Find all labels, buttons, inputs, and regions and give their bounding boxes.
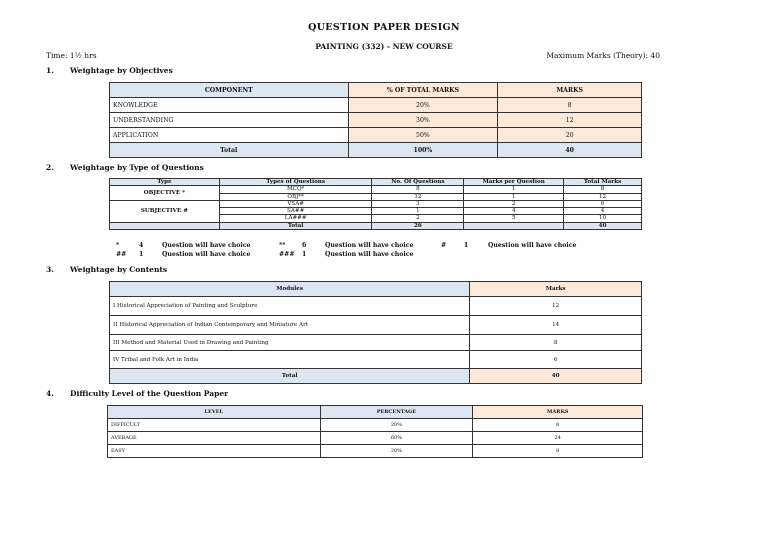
note-count: 1 — [139, 251, 144, 258]
table-cell: 1 — [464, 193, 564, 200]
table-cell: 2 — [464, 200, 564, 207]
section-title: Difficulty Level of the Question Paper — [70, 389, 229, 398]
table-header-row — [110, 83, 642, 98]
table-cell: VSA# — [219, 200, 372, 207]
page-subtitle: PAINTING (332) - NEW COURSE — [315, 42, 453, 51]
table-cell: 1 — [372, 208, 464, 215]
column-header: % OF TOTAL MARKS — [348, 83, 498, 98]
table-row — [108, 445, 643, 458]
table-total-row — [110, 222, 642, 229]
table-row — [110, 297, 642, 316]
table-cell: 10 — [564, 215, 642, 222]
table-cell: DIFFICULT — [108, 419, 321, 432]
table-row — [110, 98, 642, 113]
subjective-type-cell: SUBJECTIVE # — [110, 200, 220, 222]
table-cell: KNOWLEDGE — [110, 98, 349, 113]
table-cell: 40 — [498, 143, 642, 158]
table-cell: I Historical Appreciation of Painting and Sculpture — [110, 297, 470, 316]
objectives-table — [109, 82, 642, 158]
table-cell: 4 — [464, 208, 564, 215]
table-cell: MCQ* — [219, 186, 372, 193]
column-header: PERCENTAGE — [320, 406, 473, 419]
table-cell: EASY — [108, 445, 321, 458]
column-header: No. Of Questions — [372, 179, 464, 186]
table-cell: 12 — [564, 193, 642, 200]
table-row — [110, 200, 642, 207]
table-cell: 24 — [473, 432, 643, 445]
table-cell: 12 — [470, 297, 642, 316]
table-header-row — [108, 406, 643, 419]
table-cell: Total — [110, 369, 470, 384]
table-cell: 6 — [564, 200, 642, 207]
table-row — [110, 351, 642, 369]
section-number: 1. — [46, 66, 54, 75]
objective-type-cell: OBJECTIVE * — [110, 186, 220, 201]
table-cell: SA## — [219, 208, 372, 215]
note-text: Question will have choice — [162, 251, 251, 258]
table-cell: 14 — [470, 316, 642, 335]
table-cell: 1 — [464, 186, 564, 193]
table-cell: 20% — [320, 419, 473, 432]
table-row — [110, 186, 642, 193]
note-text: Question will have choice — [325, 242, 414, 249]
column-header: Modules — [110, 282, 470, 297]
note-count: 1 — [302, 251, 307, 258]
table-cell: LA### — [219, 215, 372, 222]
table-cell: 6 — [470, 351, 642, 369]
table-cell: 8 — [473, 445, 643, 458]
table-cell: Total — [110, 143, 349, 158]
note-count: 4 — [139, 242, 144, 249]
table-cell: 8 — [498, 98, 642, 113]
section-title: Weightage by Contents — [70, 265, 168, 274]
table-row — [110, 113, 642, 128]
table-row — [110, 128, 642, 143]
table-cell: 40 — [564, 222, 642, 229]
section-number: 4. — [46, 389, 54, 398]
difficulty-table — [107, 405, 643, 458]
column-header: Total Marks — [564, 179, 642, 186]
table-cell: APPLICATION — [110, 128, 349, 143]
note-text: Question will have choice — [488, 242, 577, 249]
table-cell: 30% — [348, 113, 498, 128]
table-total-row — [110, 143, 642, 158]
table-cell: 4 — [564, 208, 642, 215]
note-symbol: # — [441, 242, 447, 249]
note-count: 6 — [302, 242, 307, 249]
table-cell: IV Tribal and Folk Art in India — [110, 351, 470, 369]
contents-table — [109, 281, 642, 384]
table-cell: 8 — [564, 186, 642, 193]
table-cell: UNDERSTANDING — [110, 113, 349, 128]
table-total-row — [110, 369, 642, 384]
table-cell: 8 — [372, 186, 464, 193]
table-cell: 5 — [464, 215, 564, 222]
note-symbol: ### — [279, 251, 295, 258]
table-header-row — [110, 179, 642, 186]
table-cell: 12 — [498, 113, 642, 128]
column-header: Marks per Question — [464, 179, 564, 186]
table-cell: 40 — [470, 369, 642, 384]
table-header-row — [110, 282, 642, 297]
section-title: Weightage by Type of Questions — [70, 163, 204, 172]
column-header: MARKS — [498, 83, 642, 98]
table-cell: 26 — [372, 222, 464, 229]
section-number: 2. — [46, 163, 54, 172]
note-symbol: ** — [279, 242, 286, 249]
note-row — [116, 242, 636, 251]
section-number: 3. — [46, 265, 54, 274]
table-cell: 2 — [372, 215, 464, 222]
table-cell: 3 — [372, 200, 464, 207]
column-header: Type — [110, 179, 220, 186]
note-symbol: ## — [116, 251, 127, 258]
question-types-table — [109, 178, 642, 230]
table-cell: 60% — [320, 432, 473, 445]
table-cell: III Method and Material Used in Drawing and Painting — [110, 335, 470, 351]
column-header: LEVEL — [108, 406, 321, 419]
table-row — [110, 316, 642, 335]
section-title: Weightage by Objectives — [70, 66, 173, 75]
table-cell: 100% — [348, 143, 498, 158]
table-row — [108, 419, 643, 432]
note-count: 1 — [464, 242, 469, 249]
note-text: Question will have choice — [162, 242, 251, 249]
table-cell: 20% — [320, 445, 473, 458]
table-cell — [464, 222, 564, 229]
table-cell: 8 — [470, 335, 642, 351]
table-cell: 50% — [348, 128, 498, 143]
table-cell: 20% — [348, 98, 498, 113]
table-cell: II Historical Appreciation of Indian Contemporary and Miniature Art — [110, 316, 470, 335]
time-label: Time: 1½ hrs — [46, 51, 97, 60]
table-cell: AVERAGE — [108, 432, 321, 445]
choice-notes — [116, 242, 636, 260]
max-marks-label: Maximum Marks (Theory): 40 — [546, 51, 660, 60]
page-title: QUESTION PAPER DESIGN — [308, 22, 460, 33]
column-header: Types of Questions — [219, 179, 372, 186]
note-row — [116, 251, 636, 260]
column-header: Marks — [470, 282, 642, 297]
table-cell: Total — [219, 222, 372, 229]
table-cell: 12 — [372, 193, 464, 200]
column-header: COMPONENT — [110, 83, 349, 98]
table-cell: OBJ** — [219, 193, 372, 200]
note-symbol: * — [116, 242, 120, 249]
table-row — [110, 335, 642, 351]
table-cell: 20 — [498, 128, 642, 143]
note-text: Question will have choice — [325, 251, 414, 258]
table-cell — [110, 222, 220, 229]
table-row — [108, 432, 643, 445]
column-header: MARKS — [473, 406, 643, 419]
table-cell: 8 — [473, 419, 643, 432]
